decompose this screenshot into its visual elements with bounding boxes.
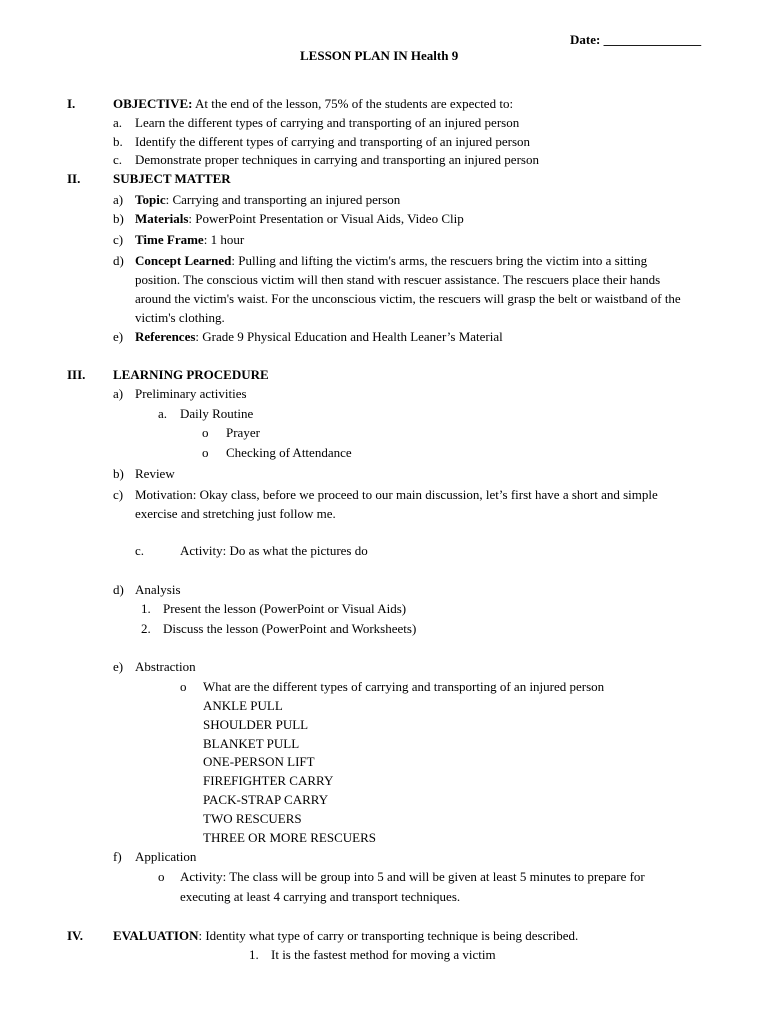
list-marker: d) [113, 582, 124, 597]
materials-line: Materials: PowerPoint Presentation or Visual Aids, Video Clip [135, 211, 464, 226]
list-marker: e) [113, 659, 124, 674]
technique-item: TWO RESCUERS [203, 811, 302, 826]
application-line: Activity: The class will be group into 5 and will be given at least 5 minutes to prepare for [180, 869, 645, 884]
list-marker: a. [158, 406, 168, 421]
technique-item: SHOULDER PULL [203, 717, 309, 732]
list-item: Activity: Do as what the pictures do [180, 543, 368, 558]
list-marker: e) [113, 329, 124, 344]
concept-learned-line: victim's clothing. [135, 310, 225, 325]
bullet-marker: o [202, 425, 209, 440]
concept-learned-line: around the victim's waist. For the unconscious victim, the rescuers will grasp the belt or waistband of the [135, 291, 681, 306]
list-marker: c. [135, 543, 145, 558]
subject-matter-heading: SUBJECT MATTER [113, 171, 231, 186]
section-number: III. [67, 367, 86, 382]
list-item: Present the lesson (PowerPoint or Visual Aids) [163, 601, 407, 616]
list-marker: b. [113, 134, 123, 149]
list-marker: b) [113, 466, 124, 481]
section-number: I. [67, 96, 76, 111]
evaluation-line [113, 928, 578, 944]
objective-line [113, 96, 513, 112]
section-number: IV. [67, 928, 84, 943]
list-marker: f) [113, 849, 122, 864]
technique-item: THREE OR MORE RESCUERS [203, 830, 376, 845]
section-number: II. [67, 171, 81, 186]
technique-item: PACK-STRAP CARRY [203, 792, 329, 807]
list-marker: d) [113, 253, 124, 268]
list-marker: a) [113, 192, 124, 207]
bullet-marker: o [180, 679, 187, 694]
list-marker: 1. [249, 947, 259, 962]
list-marker: 2. [141, 621, 151, 636]
technique-item: ANKLE PULL [203, 698, 283, 713]
list-marker: b) [113, 211, 124, 226]
list-item: Daily Routine [180, 406, 254, 421]
list-marker: a. [113, 115, 123, 130]
list-marker: c) [113, 232, 124, 247]
list-marker: 1. [141, 601, 151, 616]
list-marker: a) [113, 386, 124, 401]
learning-procedure-heading: LEARNING PROCEDURE [113, 367, 269, 382]
list-item: What are the different types of carrying and transporting of an injured person [203, 679, 605, 694]
evaluation-text: : Identity what type of carry or transporting technique is being described. [198, 928, 579, 943]
concept-learned-line: position. The conscious victim will then stand with rescuer assistance. The rescuers place their hands [135, 272, 661, 287]
bullet-marker: o [158, 869, 165, 884]
question-item: It is the fastest method for moving a victim [271, 947, 496, 962]
list-item: Preliminary activities [135, 386, 247, 401]
concept-learned-line: Concept Learned: Pulling and lifting the victim's arms, the rescuers bring the victim into a sitting [135, 253, 648, 268]
evaluation-heading: EVALUATION [113, 928, 199, 943]
list-marker: c. [113, 152, 123, 167]
objective-item: Demonstrate proper techniques in carrying and transporting an injured person [135, 152, 539, 167]
references-line: References: Grade 9 Physical Education and Health Leaner’s Material [135, 329, 503, 344]
date-label: Date: _______________ [570, 32, 702, 47]
time-frame-line: Time Frame: 1 hour [135, 232, 245, 247]
objective-item: Identify the different types of carrying and transporting of an injured person [135, 134, 531, 149]
list-item: Application [135, 849, 197, 864]
list-item: Discuss the lesson (PowerPoint and Worksheets) [163, 621, 417, 636]
motivation-line: Motivation: Okay class, before we proceed to our main discussion, let’s first have a short and simple [135, 487, 658, 502]
technique-item: BLANKET PULL [203, 736, 300, 751]
list-item: Analysis [135, 582, 181, 597]
application-line: executing at least 4 carrying and transport techniques. [180, 889, 461, 904]
topic-line: Topic: Carrying and transporting an injured person [135, 192, 401, 207]
list-item: Checking of Attendance [226, 445, 352, 460]
list-item: Prayer [226, 425, 260, 440]
objective-item: Learn the different types of carrying and transporting of an injured person [135, 115, 520, 130]
date-blank: _______________ [603, 32, 702, 47]
list-marker: c) [113, 487, 124, 502]
list-item: Abstraction [135, 659, 196, 674]
motivation-line: exercise and stretching just follow me. [135, 506, 336, 521]
bullet-marker: o [202, 445, 209, 460]
technique-item: FIREFIGHTER CARRY [203, 773, 334, 788]
list-item: Review [135, 466, 175, 481]
technique-item: ONE-PERSON LIFT [203, 754, 315, 769]
objective-text: At the end of the lesson, 75% of the students are expected to: [192, 96, 514, 111]
page-title: LESSON PLAN IN Health 9 [300, 48, 459, 63]
objective-heading: OBJECTIVE: [113, 96, 193, 111]
